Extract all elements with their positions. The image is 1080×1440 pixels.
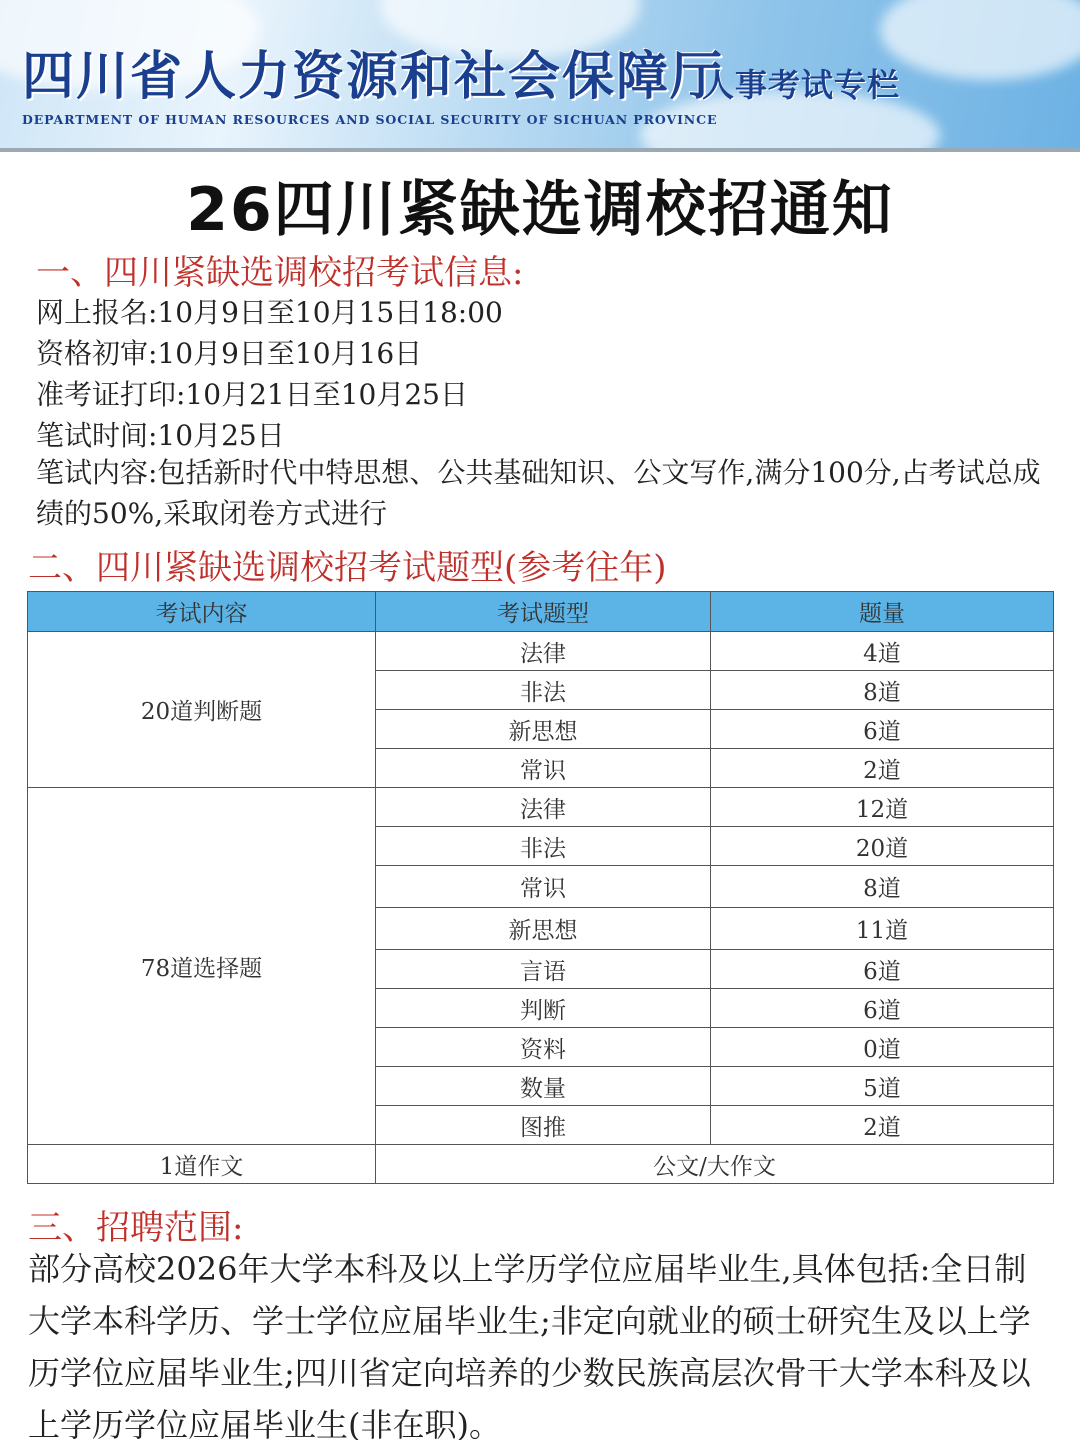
count-cell: 2道 bbox=[711, 1106, 1054, 1145]
table-row bbox=[28, 1145, 1054, 1184]
header-type: 考试题型 bbox=[376, 592, 711, 632]
table-row bbox=[28, 632, 1054, 671]
banner-column-name: 人事考试专栏 bbox=[702, 66, 901, 104]
count-cell: 6道 bbox=[711, 710, 1054, 749]
info-registration: 网上报名:10月9日至10月15日18:00 bbox=[36, 296, 503, 329]
count-cell: 4道 bbox=[711, 632, 1054, 671]
type-cell: 数量 bbox=[376, 1067, 711, 1106]
essay-label: 1道作文 bbox=[28, 1145, 376, 1184]
banner-subtitle: DEPARTMENT OF HUMAN RESOURCES AND SOCIAL SECURITY OF SICHUAN PROVINCE bbox=[22, 112, 718, 127]
count-cell: 6道 bbox=[711, 989, 1054, 1028]
header-content: 考试内容 bbox=[28, 592, 376, 632]
info-exam-date: 笔试时间:10月25日 bbox=[36, 419, 285, 452]
count-cell: 2道 bbox=[711, 749, 1054, 788]
type-cell: 言语 bbox=[376, 950, 711, 989]
header-banner bbox=[0, 0, 1080, 152]
type-cell: 图推 bbox=[376, 1106, 711, 1145]
section1-heading: 一、四川紧缺选调校招考试信息: bbox=[36, 253, 524, 293]
group-label: 20道判断题 bbox=[28, 632, 376, 788]
type-cell: 新思想 bbox=[376, 710, 711, 749]
exam-type-table bbox=[27, 591, 1054, 1184]
info-admission-ticket: 准考证打印:10月21日至10月25日 bbox=[36, 378, 468, 411]
essay-type: 公文/大作文 bbox=[376, 1145, 1054, 1184]
type-cell: 常识 bbox=[376, 749, 711, 788]
count-cell: 20道 bbox=[711, 827, 1054, 866]
table-header-row bbox=[28, 592, 1054, 632]
cloud-decoration bbox=[880, 0, 1080, 80]
page-title: 26四川紧缺选调校招通知 bbox=[186, 175, 894, 245]
count-cell: 5道 bbox=[711, 1067, 1054, 1106]
section2-heading: 二、四川紧缺选调校招考试题型(参考往年) bbox=[28, 548, 667, 588]
header-count: 题量 bbox=[711, 592, 1054, 632]
count-cell: 11道 bbox=[711, 908, 1054, 950]
type-cell: 法律 bbox=[376, 632, 711, 671]
type-cell: 非法 bbox=[376, 671, 711, 710]
type-cell: 法律 bbox=[376, 788, 711, 827]
banner-title: 四川省人力资源和社会保障厅 bbox=[22, 47, 725, 107]
table-row bbox=[28, 788, 1054, 827]
section3-heading: 三、招聘范围: bbox=[28, 1208, 244, 1248]
type-cell: 非法 bbox=[376, 827, 711, 866]
count-cell: 8道 bbox=[711, 671, 1054, 710]
type-cell: 判断 bbox=[376, 989, 711, 1028]
count-cell: 8道 bbox=[711, 866, 1054, 908]
count-cell: 0道 bbox=[711, 1028, 1054, 1067]
info-exam-content: 笔试内容:包括新时代中特思想、公共基础知识、公文写作,满分100分,占考试总成绩的50%,采取闭卷方式进行 bbox=[36, 456, 1041, 530]
type-cell: 常识 bbox=[376, 866, 711, 908]
info-review: 资格初审:10月9日至10月16日 bbox=[36, 337, 423, 370]
count-cell: 6道 bbox=[711, 950, 1054, 989]
group-label: 78道选择题 bbox=[28, 788, 376, 1145]
type-cell: 资料 bbox=[376, 1028, 711, 1067]
count-cell: 12道 bbox=[711, 788, 1054, 827]
type-cell: 新思想 bbox=[376, 908, 711, 950]
recruitment-scope-text: 部分高校2026年大学本科及以上学历学位应届毕业生,具体包括:全日制大学本科学历、学士学位应届毕业生;非定向就业的硕士研究生及以上学历学位应届毕业生;四川省定向培养的少数民族高层次骨干大学本科及以上学历学位应届毕业生(非在职)。 bbox=[28, 1250, 1031, 1440]
